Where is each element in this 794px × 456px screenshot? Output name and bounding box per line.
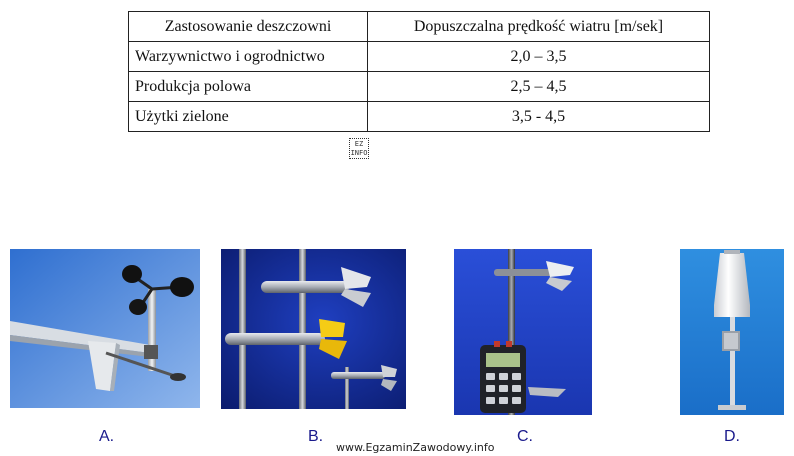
option-label-d: D.: [724, 428, 740, 445]
stamp-line-1: EZ: [354, 140, 364, 148]
row-usage: Produkcja polowa: [129, 72, 368, 102]
table-header-row: [129, 12, 710, 42]
stamp-line-2: INFO: [350, 149, 368, 157]
propeller-meters-icon: [221, 249, 406, 409]
wind-speed-table-container: [128, 11, 710, 132]
cup-anemometer-icon: [10, 249, 200, 408]
photo-c-handheld-meter: [454, 249, 592, 415]
row-usage: Użytki zielone: [129, 102, 368, 132]
ez-info-stamp: [349, 138, 369, 159]
option-label-b: B.: [308, 428, 324, 445]
row-speed: 3,5 - 4,5: [368, 102, 710, 132]
option-label-a: A.: [99, 428, 115, 445]
table-row: [129, 42, 710, 72]
option-label-c: C.: [517, 428, 533, 445]
row-usage: Warzywnictwo i ogrodnictwo: [129, 42, 368, 72]
table-row: [129, 102, 710, 132]
table-row: [129, 72, 710, 102]
wind-speed-table: [128, 11, 710, 132]
photo-b-propeller-meters: [221, 249, 406, 409]
row-speed: 2,5 – 4,5: [368, 72, 710, 102]
header-usage: Zastosowanie deszczowni: [129, 12, 368, 42]
cylinder-gauge-icon: [680, 249, 784, 415]
row-speed: 2,0 – 3,5: [368, 42, 710, 72]
site-watermark: www.EgzaminZawodowy.info: [336, 441, 495, 454]
photo-d-cylinder-gauge: [680, 249, 784, 415]
header-speed: Dopuszczalna prędkość wiatru [m/sek]: [368, 12, 710, 42]
handheld-meter-icon: [454, 249, 592, 415]
photo-a-cup-anemometer: [10, 249, 200, 408]
